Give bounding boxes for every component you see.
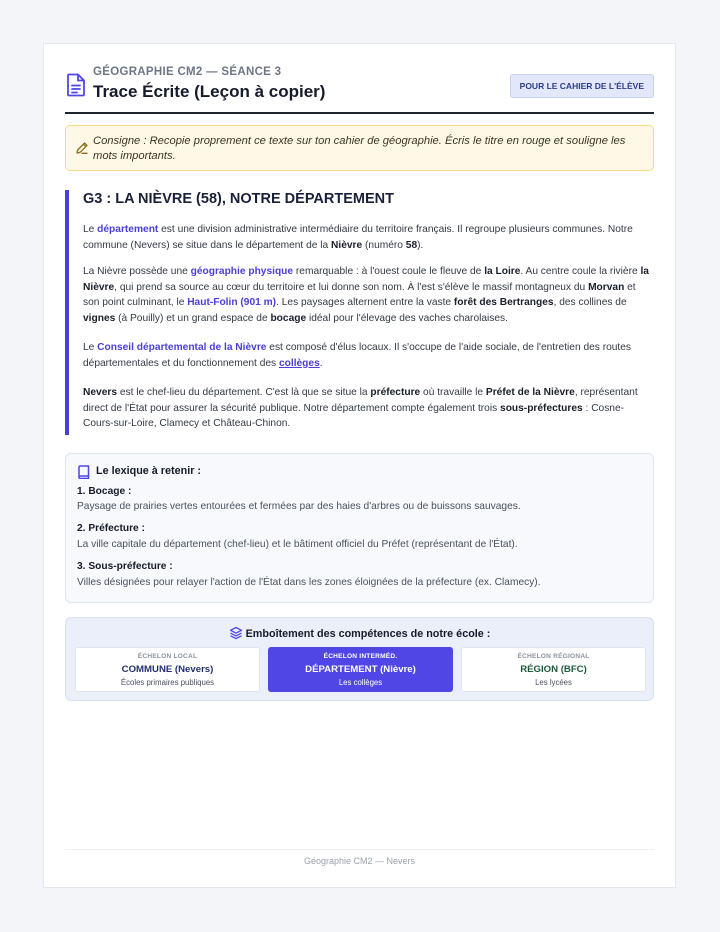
- card-name: RÉGION (BFC): [520, 664, 587, 675]
- card-commune: [75, 647, 260, 692]
- course-kicker: GÉOGRAPHIE CM2 — SÉANCE 3: [93, 66, 282, 78]
- glossary-definition: Paysage de prairies vertes entourées et fermées par des haies d'arbres ou de buissons sauvages.: [77, 501, 521, 512]
- lesson-sheet: [43, 43, 676, 888]
- paragraph-definition: Le département est une division administrative intermédiaire du territoire français. Il regroupe plusieurs communes. Notre commune (Nevers) se situe dans le département de la Nièvre (numéro 58).: [83, 224, 633, 251]
- glossary-term: 2. Préfecture :: [77, 523, 145, 534]
- layers-icon: [229, 626, 243, 640]
- card-level: ÉCHELON INTERMÉD.: [323, 653, 398, 660]
- glossary-term: 1. Bocage :: [77, 486, 132, 497]
- book-icon: [77, 465, 90, 479]
- glossary-definition: Villes désignées pour relayer l'action de l'État dans les zones éloignées de la préfecture (ex. Clamecy).: [77, 577, 541, 588]
- card-subtitle: Écoles primaires publiques: [120, 678, 215, 687]
- lesson-title: G3 : LA NIÈVRE (58), NOTRE DÉPARTEMENT: [83, 191, 394, 207]
- page-footer: Géographie CM2 — Nevers: [303, 856, 416, 866]
- lesson-block: [65, 190, 654, 435]
- paragraph-physical-geography: La Nièvre possède une géographie physique remarquable : à l'ouest coule le fleuve de la Loire. Au centre coule la rivière la Nièvre, qui prend sa source au cœur du territoire et lui donne son nom. À l'est s'élève le massif montagneux du Morvan et son point culminant, le Haut-Folin (901 m). Les paysages alternent entre la vaste forêt des Bertranges, des collines de vignes (à Pouilly) et un grand espace de bocage idéal pour l'élevage des vaches charolaises.: [83, 266, 649, 324]
- paragraph-prefecture: Nevers est le chef-lieu du département. C'est là que se situe la préfecture où travaille le Préfet de la Nièvre, représentant direct de l'État pour assurer la sécurité publique. Notre département compte également trois sous-préfectures : Cosne-Cours-sur-Loire, Clamecy et Château-Chinon.: [83, 387, 638, 430]
- competences-box: [65, 617, 654, 701]
- page-header: [65, 64, 654, 114]
- glossary-definition: La ville capitale du département (chef-lieu) et le bâtiment officiel du Préfet (représentant de l'État).: [77, 539, 518, 550]
- glossary-term: 3. Sous-préfecture :: [77, 561, 173, 572]
- paragraph-council: Le Conseil départemental de la Nièvre est composé d'élus locaux. Il s'occupe de l'aide sociale, de l'entretien des routes départementales et du fonctionnement des collèges.: [83, 342, 632, 369]
- instruction-text: Consigne : Recopie proprement ce texte sur ton cahier de géographie. Écris le titre en rouge et souligne les mots importants.: [93, 135, 626, 162]
- card-region: [461, 647, 646, 692]
- card-subtitle: Les lycées: [535, 678, 572, 687]
- card-subtitle: Les collèges: [338, 678, 383, 687]
- instruction-box: [65, 125, 654, 171]
- audience-badge: POUR LE CAHIER DE L'ÉLÈVE: [510, 74, 654, 98]
- page-title: Trace Écrite (Leçon à copier): [93, 82, 326, 101]
- footer-divider: [65, 849, 654, 850]
- glossary-box: [65, 453, 654, 603]
- card-departement: [268, 647, 453, 692]
- glossary-title: Le lexique à retenir :: [96, 465, 202, 477]
- competences-title: Emboîtement des compétences de notre école :: [66, 626, 653, 640]
- card-level: ÉCHELON RÉGIONAL: [517, 653, 590, 660]
- card-name: DÉPARTEMENT (Nièvre): [305, 664, 416, 675]
- card-level: ÉCHELON LOCAL: [137, 653, 198, 660]
- pencil-icon: [75, 141, 89, 155]
- document-icon: [65, 73, 87, 97]
- card-name: COMMUNE (Nevers): [121, 664, 214, 675]
